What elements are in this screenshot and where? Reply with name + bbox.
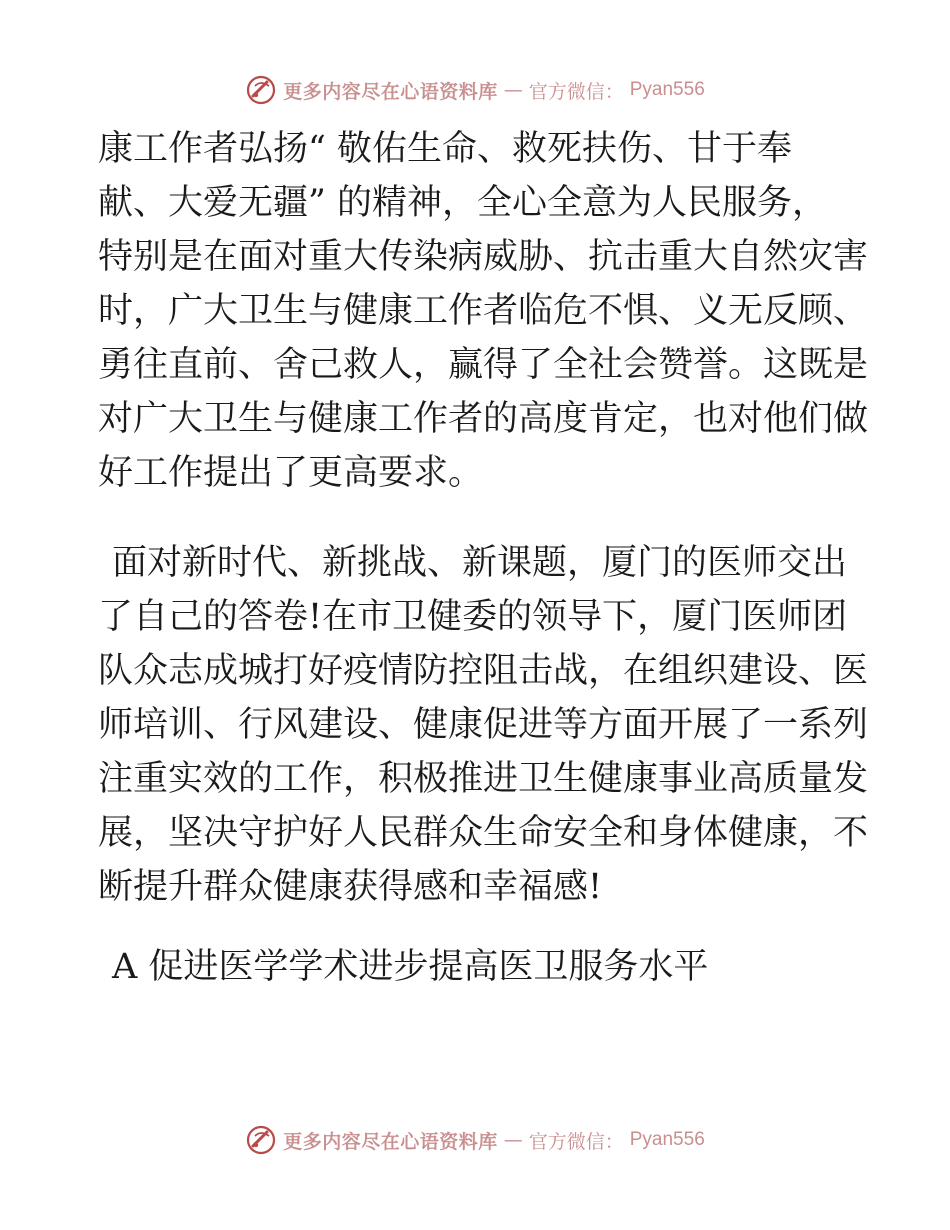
section-heading: A 促进医学学术进步提高医卫服务水平 (112, 947, 709, 987)
text-line: 展，坚决守护好人民群众生命安全和身体健康，不 (98, 813, 869, 853)
text-line: 了自己的答卷!在市卫健委的领导下，厦门医师团 (98, 597, 848, 637)
text-line: 队众志成城打好疫情防控阻击战，在组织建设、医 (98, 651, 869, 691)
paragraph-2 (98, 536, 869, 914)
logo-icon (245, 1124, 277, 1156)
watermark-separator: — (503, 79, 523, 101)
text-line: 对广大卫生与健康工作者的高度肯定，也对他们做 (98, 399, 869, 439)
document-body (98, 122, 869, 994)
watermark-banner-bottom (0, 1120, 950, 1160)
text-line: 勇往直前、舍己救人，赢得了全社会赞誉。这既是 (98, 345, 869, 385)
watermark-banner-top (0, 70, 950, 110)
watermark-wechat-id: Pyan556 (629, 1129, 705, 1150)
watermark-text: 更多内容尽在心语资料库 (283, 1130, 498, 1153)
watermark-wechat-label: 官方微信： (528, 1130, 624, 1153)
text-line: 师培训、行风建设、健康促进等方面开展了一系列 (98, 705, 869, 745)
paragraph-1 (98, 122, 869, 500)
text-line: 断提升群众健康获得感和幸福感! (98, 867, 603, 907)
text-line: 好工作提出了更高要求。 (98, 453, 484, 493)
logo-icon (245, 74, 277, 106)
text-line: 献、大爱无疆” 的精神，全心全意为人民服务， (98, 183, 828, 223)
text-line: 注重实效的工作，积极推进卫生健康事业高质量发 (98, 759, 869, 799)
text-line: 康工作者弘扬“ 敬佑生命、救死扶伤、甘于奉 (98, 129, 793, 169)
text-line: 面对新时代、新挑战、新课题，厦门的医师交出 (112, 543, 848, 583)
watermark-separator: — (503, 1129, 523, 1151)
watermark-wechat-id: Pyan556 (629, 79, 705, 100)
text-line: 特别是在面对重大传染病威胁、抗击重大自然灾害 (98, 237, 869, 277)
text-line: 时，广大卫生与健康工作者临危不惧、义无反顾、 (98, 291, 869, 331)
watermark-wechat-label: 官方微信： (528, 80, 624, 103)
watermark-text: 更多内容尽在心语资料库 (283, 80, 498, 103)
